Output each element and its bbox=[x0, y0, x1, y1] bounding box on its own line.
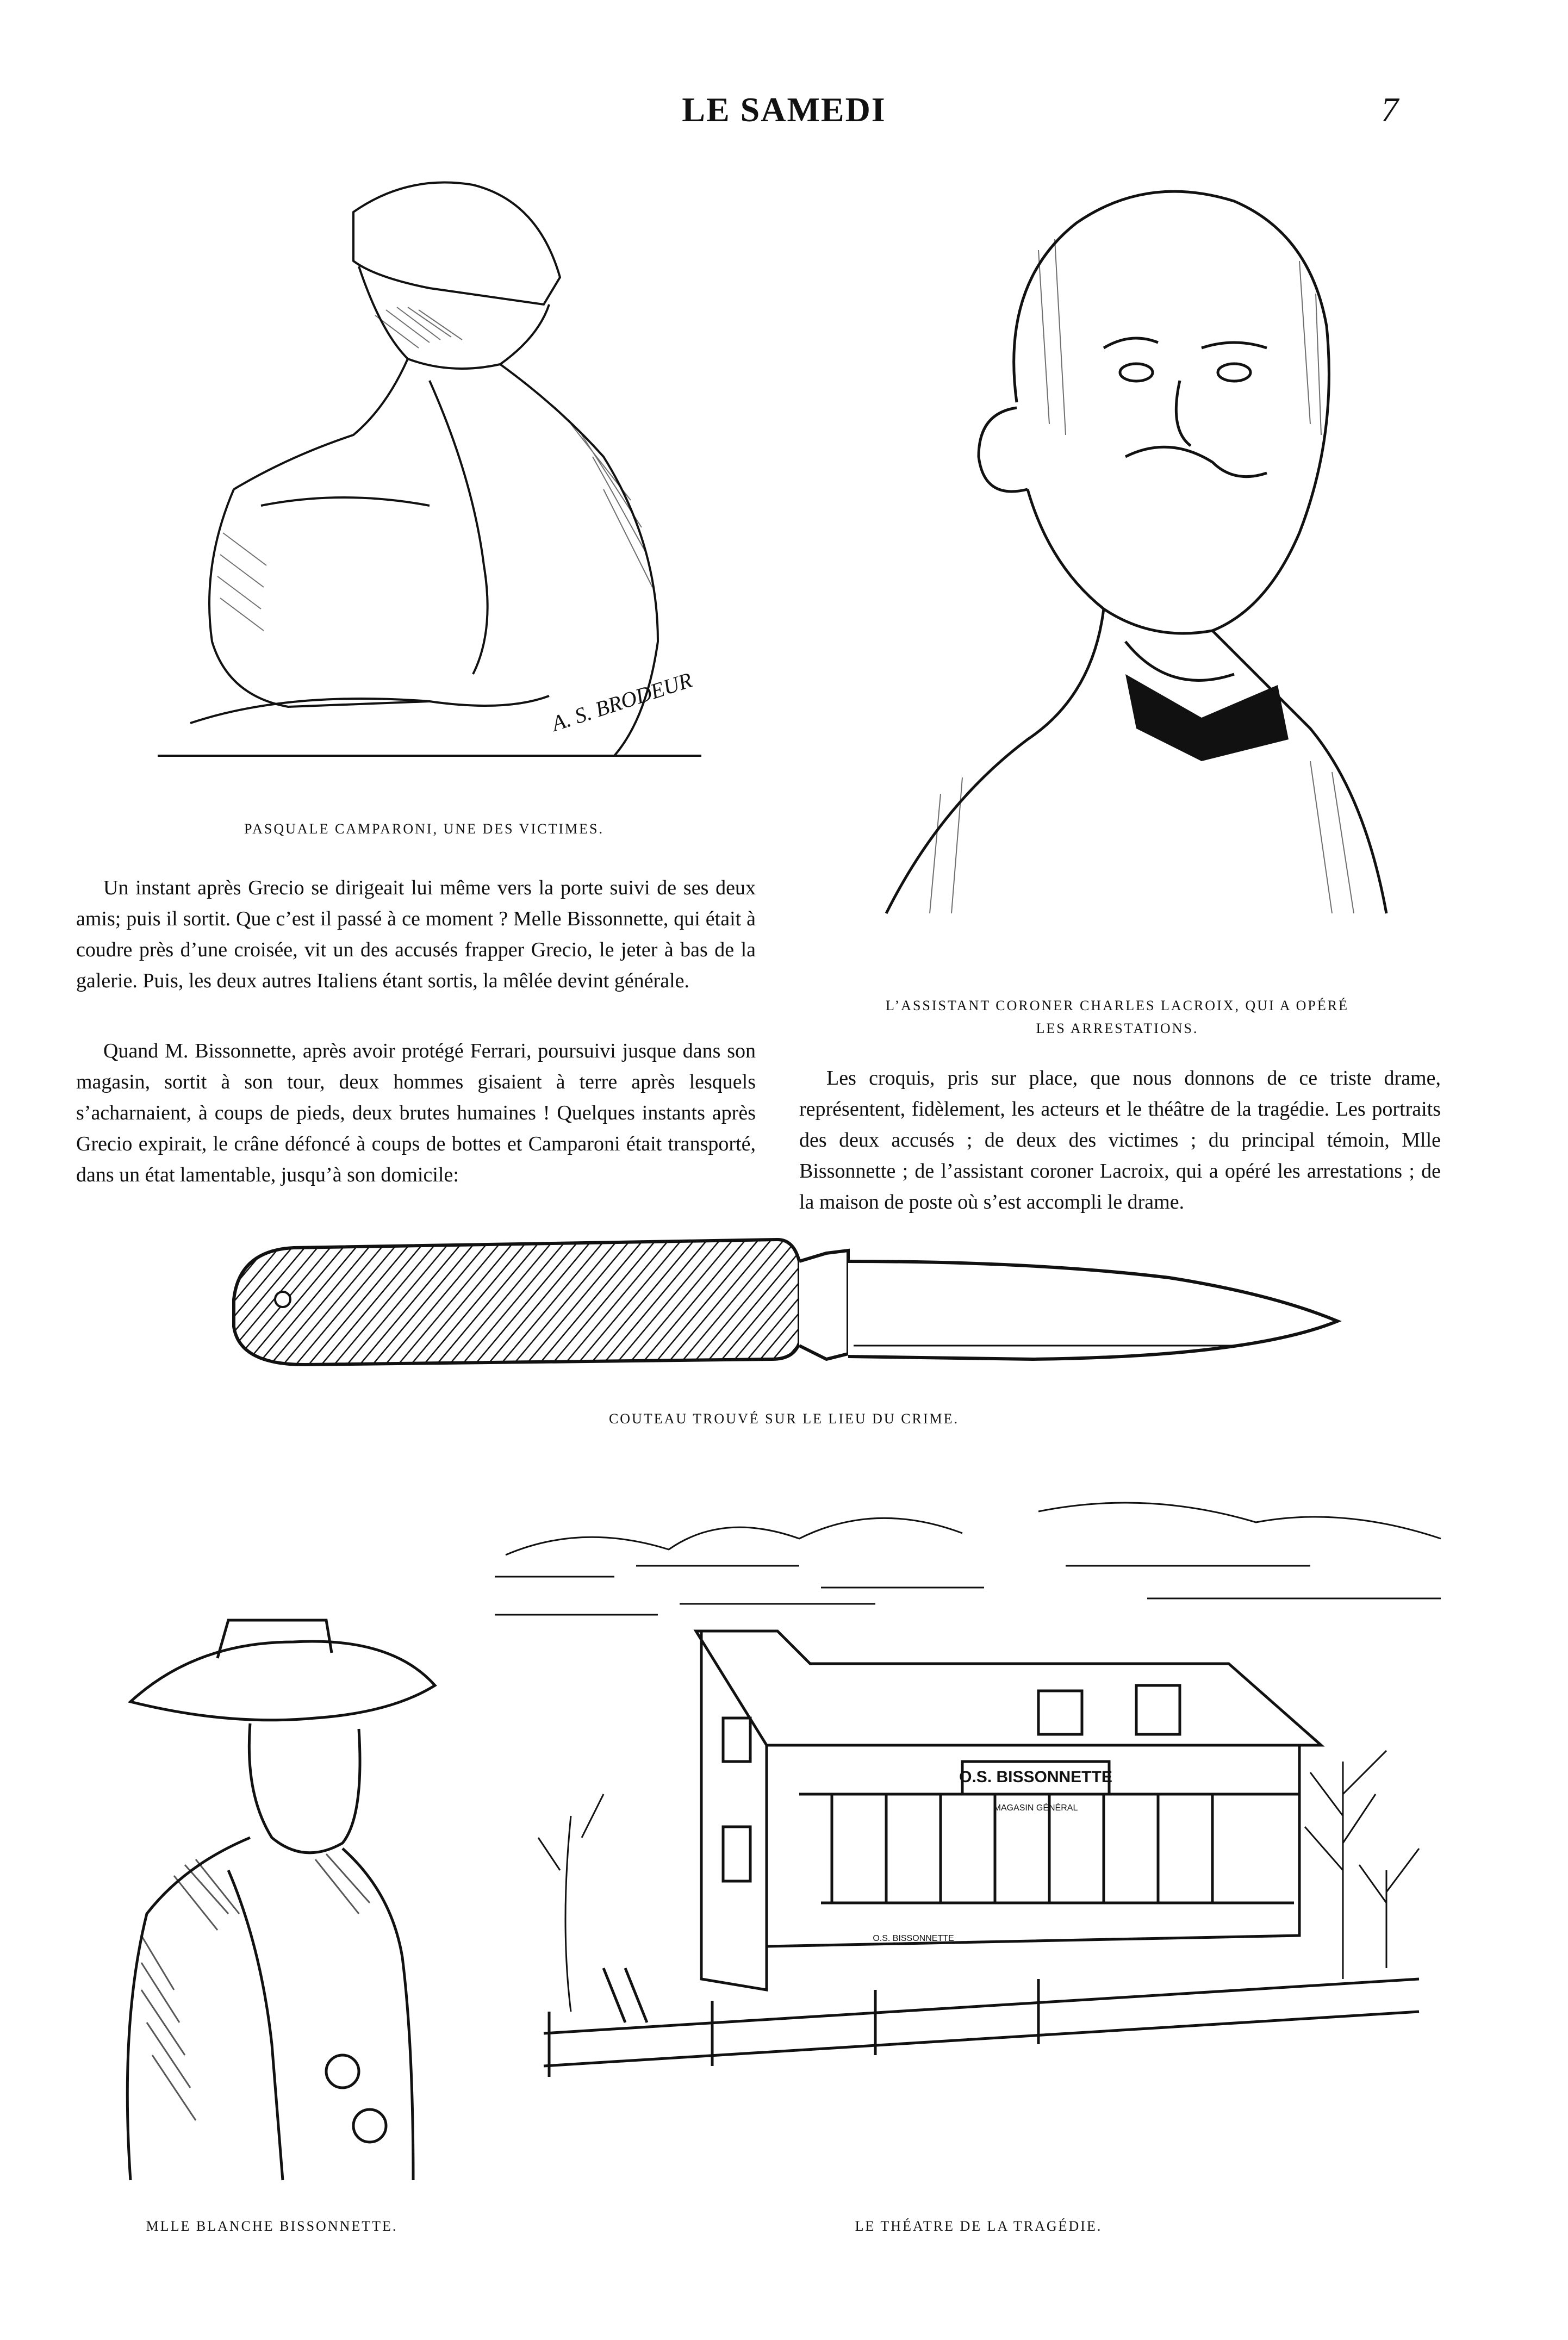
caption-lacroix-line1: L’ASSISTANT CORONER CHARLES LACROIX, QUI A OPÉRÉ bbox=[886, 998, 1349, 1013]
caption-blanche: MLLE BLANCHE BISSONNETTE. bbox=[146, 2218, 398, 2234]
svg-text:O.S. BISSONNETTE: O.S. BISSONNETTE bbox=[959, 1768, 1112, 1786]
caption-lacroix-line2: LES ARRESTATIONS. bbox=[1036, 1020, 1199, 1036]
lacroix-portrait bbox=[821, 152, 1414, 968]
knife-illustration bbox=[217, 1229, 1359, 1392]
caption-knife: COUTEAU TROUVÉ SUR LE LIEU DU CRIME. bbox=[608, 1411, 960, 1427]
article-left-paragraph-2: Quand M. Bissonnette, après avoir protégé Ferrari, poursuivi jusque dans son magasin, sortit à son tour, deux hommes gisaient à terre après lesquels s’acharnaient, à coups de pieds, deux brutes humaines ! Quelques instants après Grecio expirait, le crâne défoncé à coups de bottes et Camparoni était transporté, dans un état lamentable, jusqu’à son domicile: bbox=[76, 1040, 756, 1186]
blanche-portrait bbox=[87, 1609, 457, 2196]
caption-theatre: LE THÉATRE DE LA TRAGÉDIE. bbox=[855, 2218, 1103, 2234]
theatre-illustration bbox=[495, 1490, 1463, 2207]
article-left-paragraph-1: Un instant après Grecio se dirigeait lui même vers la porte suivi de ses deux amis; puis il sortit. Que c’est il passé à ce moment ? Melle Bissonnette, qui était à coudre près d’une croisée, vit un des accusés frapper Grecio, le jeter à bas de la galerie. Puis, les deux autres Italiens étant sortis, la mêlée devint générale. bbox=[76, 876, 756, 992]
page-number: 7 bbox=[1381, 90, 1398, 129]
artist-signature bbox=[547, 668, 695, 737]
camparoni-illustration bbox=[125, 152, 723, 794]
page-title: LE SAMEDI bbox=[682, 90, 886, 129]
article-right-paragraph-1: Les croquis, pris sur place, que nous donnons de ce triste drame, représentent, fidèlement, les acteurs et le théâtre de la tragédie. Les portraits des deux accusés ; de deux des victimes ; du principal témoin, Mlle Bissonnette ; de l’assistant coroner Lacroix, qui a opéré les arrestations ; de la maison de poste où s’est accompli le drame. bbox=[799, 1067, 1441, 1213]
caption-camparoni: PASQUALE CAMPARONI, UNE DES VICTIMES. bbox=[244, 821, 604, 837]
svg-text:A. S. BRODEUR: A. S. BRODEUR bbox=[548, 667, 695, 736]
svg-text:O.S. BISSONNETTE: O.S. BISSONNETTE bbox=[873, 1934, 954, 1943]
svg-text:MAGASIN GÉNÉRAL: MAGASIN GÉNÉRAL bbox=[993, 1803, 1078, 1813]
